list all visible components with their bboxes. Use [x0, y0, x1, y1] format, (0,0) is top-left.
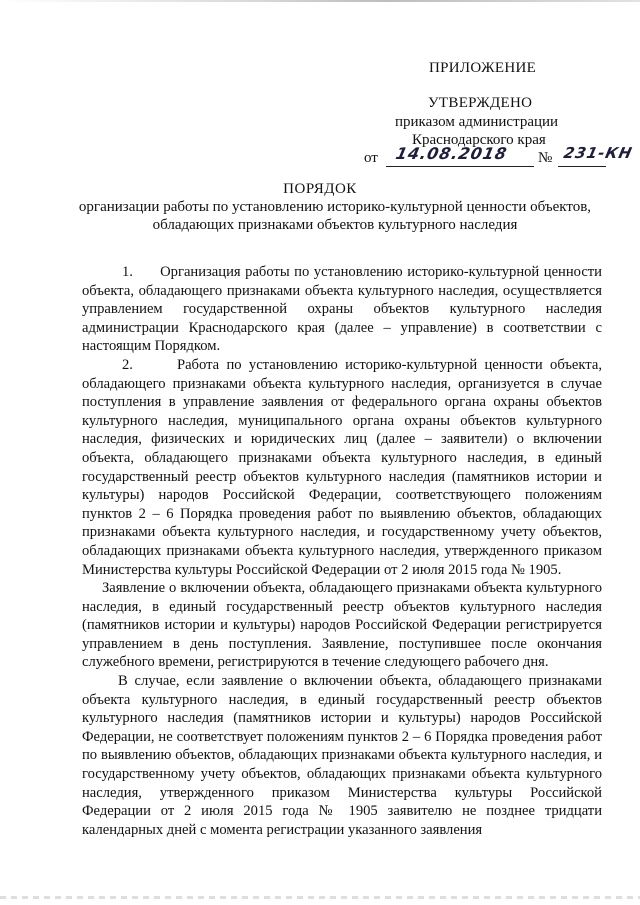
document-title: ПОРЯДОК — [283, 181, 357, 197]
approved-label: УТВЕРЖДЕНО — [428, 95, 533, 111]
number-prefix: № — [538, 150, 553, 166]
document-body — [82, 263, 602, 839]
appendix-label: ПРИЛОЖЕНИЕ — [429, 60, 537, 76]
handwritten-date: 14.08.2018 — [393, 144, 510, 163]
paragraph-4: В случае, если заявление о включении объекта, обладающего признаками объекта культурного наследия, в единый государственный реестр объектов культурного наследия (памятников истории и культуры) народов Российской Федерации, не соответствует положениям пунктов 2 – 6 Порядка проведения работ по выявлению объектов, обладающих признаками объекта культурного наследия, и государственному учету объектов, обладающих признаками объекта культурного наследия, утвержденного приказом Министерства культуры Российской Федерации от 2 июля 2015 года № 1905 заявителю не позднее тридцати календарных дней с момента регистрации указанного заявления — [82, 673, 602, 838]
paragraph-3: Заявление о включении объекта, обладающего признаками объекта культурного наследия, в единый государственный реестр объектов культурного наследия (памятников истории и культуры) народов Российской Федерации регистрируется управлением в день поступления. Заявление, поступившее после окончания служебного времени, регистрируются в течение следующего рабочего дня. — [82, 580, 602, 671]
scan-edge-top — [0, 0, 640, 2]
handwritten-number: 231-КН — [562, 144, 635, 162]
number-field — [558, 144, 635, 167]
paragraph-1: 1. Организация работы по установлению историко-культурной ценности объекта, обладающего признаками объекта культурного наследия, осуществляется управлением государственной охраны объектов культурного наследия администрации Краснодарского края (далее – управление) в соответствии с настоящим Порядком. — [82, 264, 602, 355]
date-field — [386, 144, 534, 167]
document-subtitle: организации работы по установлению историко-культурной ценности объектов, обладающих признаками объектов культурного наследия — [78, 199, 592, 233]
date-prefix: от — [364, 150, 378, 166]
region-line: Краснодарского края — [412, 132, 546, 148]
paragraph-2: 2. Работа по установлению историко-культурной ценности объекта, обладающего признаками объекта культурного наследия, организуется в случае поступления в управление заявления от федерального органа охраны объектов культурного наследия, муниципального органа охраны объектов культурного наследия, физических и юридических лиц (далее – заявители) о включении объекта, обладающего признаками объекта культурного наследия, в единый государственный реестр объектов культурного наследия (памятников истории и культуры) народов Российской Федерации, соответствующего положениям пунктов 2 – 6 Порядка проведения работ по выявлению объектов, обладающих признаками объекта культурного наследия, и государственному учету объектов, обладающих признаками объекта культурного наследия, утвержденного приказом Министерства культуры Российской Федерации от 2 июля 2015 года № 1905. — [82, 356, 602, 578]
scan-edge-bottom — [0, 896, 640, 899]
by-order-line: приказом администрации — [395, 114, 559, 130]
date-number-line — [364, 144, 635, 170]
